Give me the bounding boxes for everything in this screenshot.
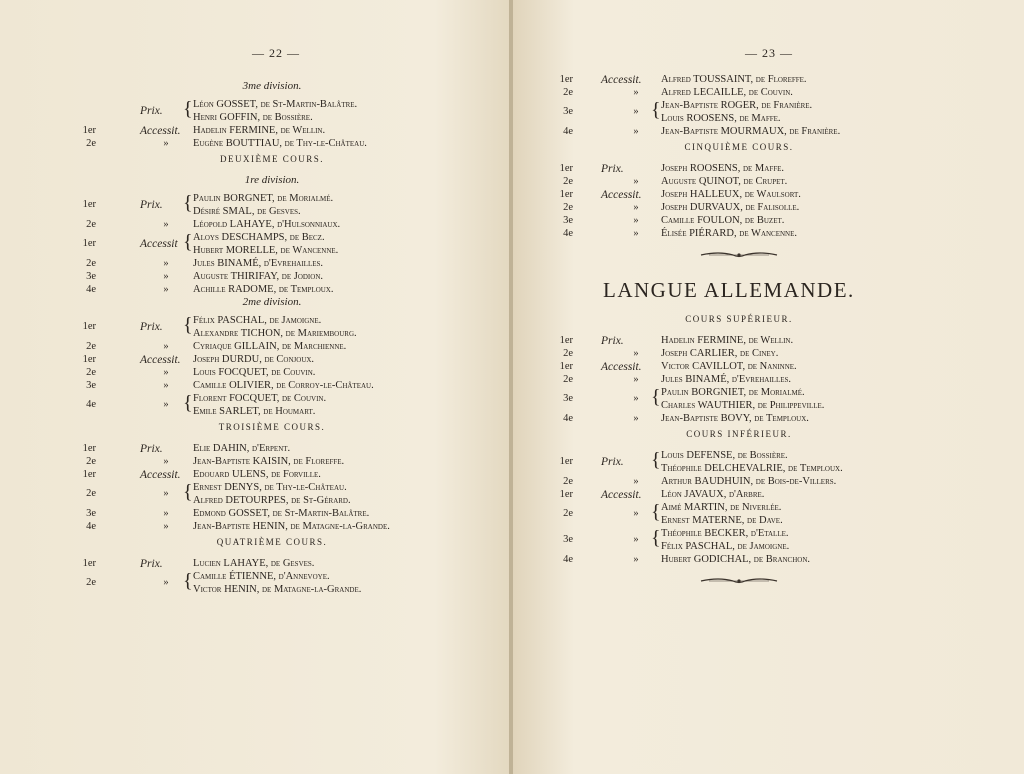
award-label: Prix. bbox=[140, 105, 163, 117]
laureate-name: Victor HENIN, de Matagne-la-Grande. bbox=[193, 584, 362, 595]
ditto-mark: » bbox=[633, 554, 639, 565]
laureate-name: Désiré SMAL, de Gesves. bbox=[193, 206, 301, 217]
brace-symbol: { bbox=[183, 231, 193, 253]
award-entry bbox=[513, 125, 1024, 139]
award-rank: 2e bbox=[563, 476, 573, 487]
award-rank: 2e bbox=[86, 488, 96, 499]
ditto-mark: » bbox=[163, 271, 169, 282]
award-rank: 2e bbox=[86, 367, 96, 378]
award-entry bbox=[513, 360, 1024, 374]
ditto-mark: » bbox=[633, 202, 639, 213]
section-title: LANGUE ALLEMANDE. bbox=[603, 278, 855, 302]
laureate-name: Alfred TOUSSAINT, de Floreffe. bbox=[661, 74, 807, 85]
award-entry bbox=[0, 442, 511, 456]
award-rank: 3e bbox=[563, 215, 573, 226]
award-rank: 4e bbox=[86, 284, 96, 295]
award-entry bbox=[513, 373, 1024, 387]
ditto-mark: » bbox=[163, 399, 169, 410]
award-rank: 2e bbox=[86, 219, 96, 230]
laureate-name: Jean-Baptiste MOURMAUX, de Franière. bbox=[661, 126, 841, 137]
course-heading: COURS INFÉRIEUR. bbox=[686, 429, 792, 439]
brace-symbol: { bbox=[183, 192, 193, 214]
award-entry bbox=[0, 557, 511, 571]
award-rank: 2e bbox=[86, 456, 96, 467]
ditto-mark: » bbox=[633, 534, 639, 545]
award-entry bbox=[513, 188, 1024, 202]
award-rank: 1er bbox=[559, 361, 573, 372]
brace-symbol: { bbox=[183, 481, 193, 503]
award-label: Prix. bbox=[140, 199, 163, 211]
ditto-mark: » bbox=[633, 393, 639, 404]
award-entry bbox=[513, 86, 1024, 100]
laureate-name: Jean-Baptiste KAISIN, de Floreffe. bbox=[193, 456, 345, 467]
award-entry bbox=[0, 468, 511, 482]
award-entry bbox=[513, 201, 1024, 215]
award-entry bbox=[0, 340, 511, 354]
laureate-name: Cyriaque GILLAIN, de Marchienne. bbox=[193, 341, 347, 352]
award-rank: 1er bbox=[82, 238, 96, 249]
award-rank: 1er bbox=[559, 74, 573, 85]
laureate-name: Jules BINAMÉ, d'Evrehailles. bbox=[193, 258, 324, 269]
award-rank: 1er bbox=[82, 354, 96, 365]
award-rank: 4e bbox=[563, 413, 573, 424]
laureate-name: Joseph CARLIER, de Ciney. bbox=[661, 348, 779, 359]
award-rank: 2e bbox=[563, 508, 573, 519]
award-entry bbox=[0, 379, 511, 393]
laureate-name: Hubert GODICHAL, de Branchon. bbox=[661, 554, 811, 565]
award-entry bbox=[0, 270, 511, 284]
brace-symbol: { bbox=[183, 570, 193, 592]
laureate-name: Aimé MARTIN, de Niverlée. bbox=[661, 502, 782, 513]
laureate-name: Auguste THIRIFAY, de Jodion. bbox=[193, 271, 323, 282]
laureate-name: Hadelin FERMINE, de Wellin. bbox=[661, 335, 794, 346]
award-label: Accessit. bbox=[140, 469, 181, 481]
award-rank: 1er bbox=[559, 456, 573, 467]
award-label: Prix. bbox=[140, 558, 163, 570]
award-rank: 1er bbox=[82, 125, 96, 136]
ditto-mark: » bbox=[633, 228, 639, 239]
award-rank: 2e bbox=[563, 348, 573, 359]
award-rank: 3e bbox=[563, 106, 573, 117]
ditto-mark: » bbox=[633, 126, 639, 137]
award-label: Accessit. bbox=[601, 74, 642, 86]
ditto-mark: » bbox=[163, 219, 169, 230]
ditto-mark: » bbox=[163, 367, 169, 378]
laureate-name: Léon GOSSET, de St-Martin-Balâtre. bbox=[193, 99, 358, 110]
ditto-mark: » bbox=[163, 258, 169, 269]
award-rank: 1er bbox=[82, 199, 96, 210]
brace-symbol: { bbox=[183, 392, 193, 414]
ditto-mark: » bbox=[633, 215, 639, 226]
laureate-name: Léopold LAHAYE, d'Hulsonniaux. bbox=[193, 219, 341, 230]
award-rank: 4e bbox=[563, 126, 573, 137]
award-label: Prix. bbox=[601, 335, 624, 347]
award-rank: 3e bbox=[563, 534, 573, 545]
award-entry bbox=[0, 124, 511, 138]
laureate-name: Ernest MATERNE, de Dave. bbox=[661, 515, 783, 526]
laureate-name: Florent FOCQUET, de Couvin. bbox=[193, 393, 327, 404]
brace-symbol: { bbox=[651, 501, 661, 523]
ditto-mark: » bbox=[633, 106, 639, 117]
award-rank: 2e bbox=[86, 341, 96, 352]
laureate-name: Camille ÉTIENNE, d'Annevoye. bbox=[193, 571, 330, 582]
course-heading: COURS SUPÉRIEUR. bbox=[685, 314, 793, 324]
award-entry bbox=[513, 227, 1024, 241]
award-entry bbox=[513, 347, 1024, 361]
award-entry bbox=[0, 137, 511, 151]
award-rank: 1er bbox=[82, 469, 96, 480]
laureate-name: Paulin BORGNET, de Morialmé. bbox=[193, 193, 334, 204]
laureate-name: Joseph DURVAUX, de Falisolle. bbox=[661, 202, 800, 213]
ditto-mark: » bbox=[163, 380, 169, 391]
laureate-name: Paulin BORGNIET, de Morialmé. bbox=[661, 387, 805, 398]
award-label: Accessit. bbox=[601, 189, 642, 201]
laureate-name: Élisée PIÉRARD, de Wancenne. bbox=[661, 228, 798, 239]
division-subheading: 2me division. bbox=[242, 296, 302, 308]
award-label: Accessit. bbox=[140, 125, 181, 137]
ditto-mark: » bbox=[633, 348, 639, 359]
award-label: Prix. bbox=[601, 163, 624, 175]
laureate-name: Léon JAVAUX, d'Arbre. bbox=[661, 489, 765, 500]
award-rank: 1er bbox=[559, 335, 573, 346]
ditto-mark: » bbox=[633, 374, 639, 385]
laureate-name: Lucien LAHAYE, de Gesves. bbox=[193, 558, 315, 569]
award-rank: 1er bbox=[559, 489, 573, 500]
award-entry bbox=[513, 334, 1024, 348]
page-number: — 23 — bbox=[745, 46, 793, 60]
laureate-name: Auguste QUINOT, de Crupet. bbox=[661, 176, 788, 187]
award-entry bbox=[513, 162, 1024, 176]
laureate-name: Ernest DENYS, de Thy-le-Château. bbox=[193, 482, 347, 493]
laureate-name: Louis DEFENSE, de Bossière. bbox=[661, 450, 788, 461]
award-entry bbox=[0, 257, 511, 271]
course-heading: QUATRIÈME COURS. bbox=[216, 537, 328, 547]
award-label: Prix. bbox=[601, 456, 624, 468]
award-rank: 4e bbox=[563, 554, 573, 565]
laureate-name: Alexandre TICHON, de Mariembourg. bbox=[193, 328, 357, 339]
award-label: Prix. bbox=[140, 443, 163, 455]
award-rank: 2e bbox=[86, 258, 96, 269]
award-label: Accessit. bbox=[140, 354, 181, 366]
award-entry bbox=[513, 214, 1024, 228]
award-entry bbox=[0, 520, 511, 534]
ditto-mark: » bbox=[633, 476, 639, 487]
ditto-mark: » bbox=[633, 176, 639, 187]
award-rank: 1er bbox=[559, 189, 573, 200]
laureate-name: Louis FOCQUET, de Couvin. bbox=[193, 367, 316, 378]
laureate-name: Jean-Baptiste HENIN, de Matagne-la-Grande. bbox=[193, 521, 390, 532]
award-entry bbox=[513, 475, 1024, 489]
laureate-name: Félix PASCHAL, de Jamoigne. bbox=[193, 315, 322, 326]
ditto-mark: » bbox=[163, 284, 169, 295]
division-subheading: 3me division. bbox=[242, 80, 302, 92]
course-heading: TROISIÈME COURS. bbox=[218, 422, 326, 432]
right-page bbox=[513, 0, 1024, 774]
award-label: Prix. bbox=[140, 321, 163, 333]
left-page bbox=[0, 0, 511, 774]
laureate-name: Arthur BAUDHUIN, de Bois-de-Villers. bbox=[661, 476, 837, 487]
ditto-mark: » bbox=[163, 488, 169, 499]
award-entry bbox=[513, 488, 1024, 502]
course-heading: DEUXIÈME COURS. bbox=[219, 154, 324, 164]
award-rank: 1er bbox=[559, 163, 573, 174]
brace-symbol: { bbox=[651, 386, 661, 408]
award-rank: 2e bbox=[563, 176, 573, 187]
award-rank: 3e bbox=[86, 271, 96, 282]
award-rank: 2e bbox=[563, 374, 573, 385]
laureate-name: Edmond GOSSET, de St-Martin-Balâtre. bbox=[193, 508, 370, 519]
award-label: Accessit. bbox=[601, 361, 642, 373]
laureate-name: Charles WAUTHIER, de Philippeville. bbox=[661, 400, 825, 411]
laureate-name: Hubert MORELLE, de Wancenne. bbox=[193, 245, 339, 256]
award-entry bbox=[513, 412, 1024, 426]
award-entry bbox=[0, 455, 511, 469]
ditto-mark: » bbox=[163, 138, 169, 149]
laureate-name: Victor CAVILLOT, de Naninne. bbox=[661, 361, 797, 372]
ditto-mark: » bbox=[163, 577, 169, 588]
brace-symbol: { bbox=[651, 449, 661, 471]
award-entry bbox=[0, 283, 511, 297]
ditto-mark: » bbox=[633, 413, 639, 424]
ditto-mark: » bbox=[633, 508, 639, 519]
award-rank: 1er bbox=[82, 558, 96, 569]
ornament-divider-icon bbox=[699, 250, 779, 260]
award-entry bbox=[0, 218, 511, 232]
page-number: — 22 — bbox=[252, 46, 300, 60]
award-entry bbox=[0, 507, 511, 521]
laureate-name: Joseph ROOSENS, de Maffe. bbox=[661, 163, 785, 174]
brace-symbol: { bbox=[651, 527, 661, 549]
laureate-name: Jules BINAMÉ, d'Evrehailles. bbox=[661, 374, 792, 385]
laureate-name: Joseph DURDU, de Conjoux. bbox=[193, 354, 315, 365]
laureate-name: Hadelin FERMINE, de Wellin. bbox=[193, 125, 326, 136]
award-rank: 1er bbox=[82, 321, 96, 332]
ditto-mark: » bbox=[163, 521, 169, 532]
award-rank: 4e bbox=[86, 521, 96, 532]
award-entry bbox=[513, 175, 1024, 189]
laureate-name: Théophile DELCHEVALRIE, de Temploux. bbox=[661, 463, 843, 474]
award-rank: 3e bbox=[86, 380, 96, 391]
award-rank: 3e bbox=[563, 393, 573, 404]
award-rank: 2e bbox=[86, 577, 96, 588]
laureate-name: Théophile BECKER, d'Etalle. bbox=[661, 528, 789, 539]
award-rank: 2e bbox=[86, 138, 96, 149]
laureate-name: Achille RADOME, de Temploux. bbox=[193, 284, 334, 295]
laureate-name: Alfred LECAILLE, de Couvin. bbox=[661, 87, 793, 98]
award-label: Accessit bbox=[140, 238, 178, 250]
ditto-mark: » bbox=[163, 456, 169, 467]
brace-symbol: { bbox=[183, 314, 193, 336]
award-entry bbox=[0, 353, 511, 367]
ditto-mark: » bbox=[163, 341, 169, 352]
laureate-name: Henri GOFFIN, de Bossière. bbox=[193, 112, 313, 123]
laureate-name: Aloys DESCHAMPS, de Becz. bbox=[193, 232, 325, 243]
division-subheading: 1re division. bbox=[244, 174, 300, 186]
laureate-name: Jean-Baptiste ROGER, de Franière. bbox=[661, 100, 813, 111]
laureate-name: Eugène BOUTTIAU, de Thy-le-Château. bbox=[193, 138, 367, 149]
laureate-name: Edouard ULENS, de Forville. bbox=[193, 469, 321, 480]
award-rank: 4e bbox=[86, 399, 96, 410]
laureate-name: Emile SARLET, de Houmart. bbox=[193, 406, 316, 417]
laureate-name: Camille OLIVIER, de Corroy-le-Château. bbox=[193, 380, 374, 391]
ditto-mark: » bbox=[163, 508, 169, 519]
award-rank: 3e bbox=[86, 508, 96, 519]
laureate-name: Elie DAHIN, d'Erpent. bbox=[193, 443, 291, 454]
laureate-name: Louis ROOSENS, de Maffe. bbox=[661, 113, 781, 124]
brace-symbol: { bbox=[651, 99, 661, 121]
ditto-mark: » bbox=[633, 87, 639, 98]
award-rank: 2e bbox=[563, 202, 573, 213]
award-rank: 4e bbox=[563, 228, 573, 239]
award-label: Accessit. bbox=[601, 489, 642, 501]
brace-symbol: { bbox=[183, 98, 193, 120]
award-entry bbox=[513, 73, 1024, 87]
award-entry bbox=[0, 366, 511, 380]
award-entry bbox=[513, 553, 1024, 567]
laureate-name: Alfred DETOURPES, de St-Gérard. bbox=[193, 495, 351, 506]
laureate-name: Félix PASCHAL, de Jamoigne. bbox=[661, 541, 790, 552]
award-rank: 2e bbox=[563, 87, 573, 98]
laureate-name: Camille FOULON, de Buzet. bbox=[661, 215, 785, 226]
laureate-name: Jean-Baptiste BOVY, de Temploux. bbox=[661, 413, 809, 424]
award-rank: 1er bbox=[82, 443, 96, 454]
course-heading: CINQUIÈME COURS. bbox=[684, 142, 794, 152]
ornament-divider-icon bbox=[699, 576, 779, 586]
laureate-name: Joseph HALLEUX, de Waulsort. bbox=[661, 189, 801, 200]
